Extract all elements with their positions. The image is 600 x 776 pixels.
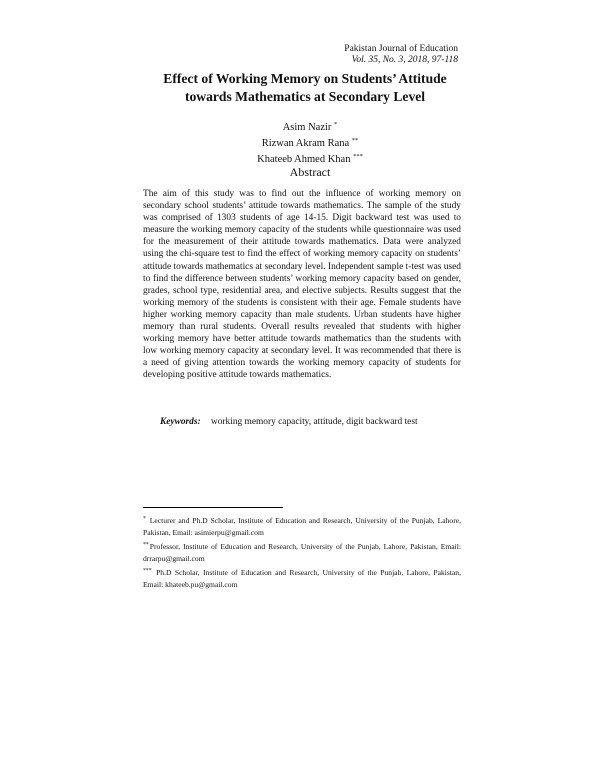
footnote-text: Lecturer and Ph.D Scholar, Institute of Education and Research, University of the Punjab, Lahore, Pakistan, Email: asimierpu@gmail.com: [143, 516, 461, 537]
author: [200, 150, 420, 166]
footnote: [143, 514, 461, 538]
abstract-body: The aim of this study was to find out the influence of working memory on secondary school students’ attitude towards mathematics. The sample of the study was comprised of 1303 students of age 14-15. Digit backward test was used to measure the working memory capacity of the students while questionnaire was used for the measurement of their attitude towards mathematics. Data were analyzed using the chi-square test to find the effect of working memory capacity on students’ attitude towards mathematics at secondary level. Independent sample t-test was used to find the difference between students’ working memory capacity based on gender, grades, school type, residential area, and elective subjects. Results suggest that the working memory of the students is consistent with their age. Female students have higher working memory capacity than male students. Urban students have higher memory than rural students. Overall results revealed that students with higher working memory have better attitude towards mathematics than the students with low working memory capacity at secondary level. It was recommended that there is a need of giving attention towards the working memory capacity of students for developing positive attitude towards mathematics.: [143, 189, 461, 381]
footnote-text: Ph.D Scholar, Institute of Education and Research, University of the Punjab, Lahore, Pakistan, Email: khateeb.pu@gmail.com: [143, 568, 461, 589]
journal-name: Pakistan Journal of Education: [344, 44, 458, 54]
paper-title: [90, 70, 520, 106]
title-line-2: towards Mathematics at Secondary Level: [184, 89, 426, 104]
footnote: [143, 566, 461, 590]
author: [200, 118, 420, 134]
journal-header: [344, 44, 458, 66]
author-name: Asim Nazir: [282, 122, 332, 133]
footnote-mark: **: [143, 542, 149, 549]
abstract-heading: Abstract: [289, 165, 331, 179]
footnote-mark: ***: [143, 568, 152, 575]
keywords-text: working memory capacity, attitude, digit backward test: [210, 417, 418, 427]
author-name: Khateeb Ahmed Khan: [257, 154, 351, 165]
journal-volume: Vol. 35, No. 3, 2018, 97-118: [351, 55, 458, 65]
footnote-text: Professor, Institute of Education and Research, University of the Punjab, Lahore, Pakistan, Email: drrarpu@gmail.com: [143, 542, 461, 563]
footnote-mark: *: [143, 516, 146, 522]
author-footnote-mark: **: [351, 137, 359, 144]
keywords-label: Keywords:: [160, 417, 201, 427]
author-footnote-mark: ***: [353, 153, 363, 160]
keywords: [160, 417, 460, 427]
footnote-divider: [143, 507, 283, 508]
author: [200, 134, 420, 150]
author-footnote-mark: *: [334, 121, 338, 128]
footnotes: [143, 514, 461, 593]
author-name: Rizwan Akram Rana: [261, 138, 350, 149]
footnote: [143, 540, 461, 564]
title-line-1: Effect of Working Memory on Students’ Attitude: [163, 71, 447, 86]
author-list: [200, 118, 420, 166]
